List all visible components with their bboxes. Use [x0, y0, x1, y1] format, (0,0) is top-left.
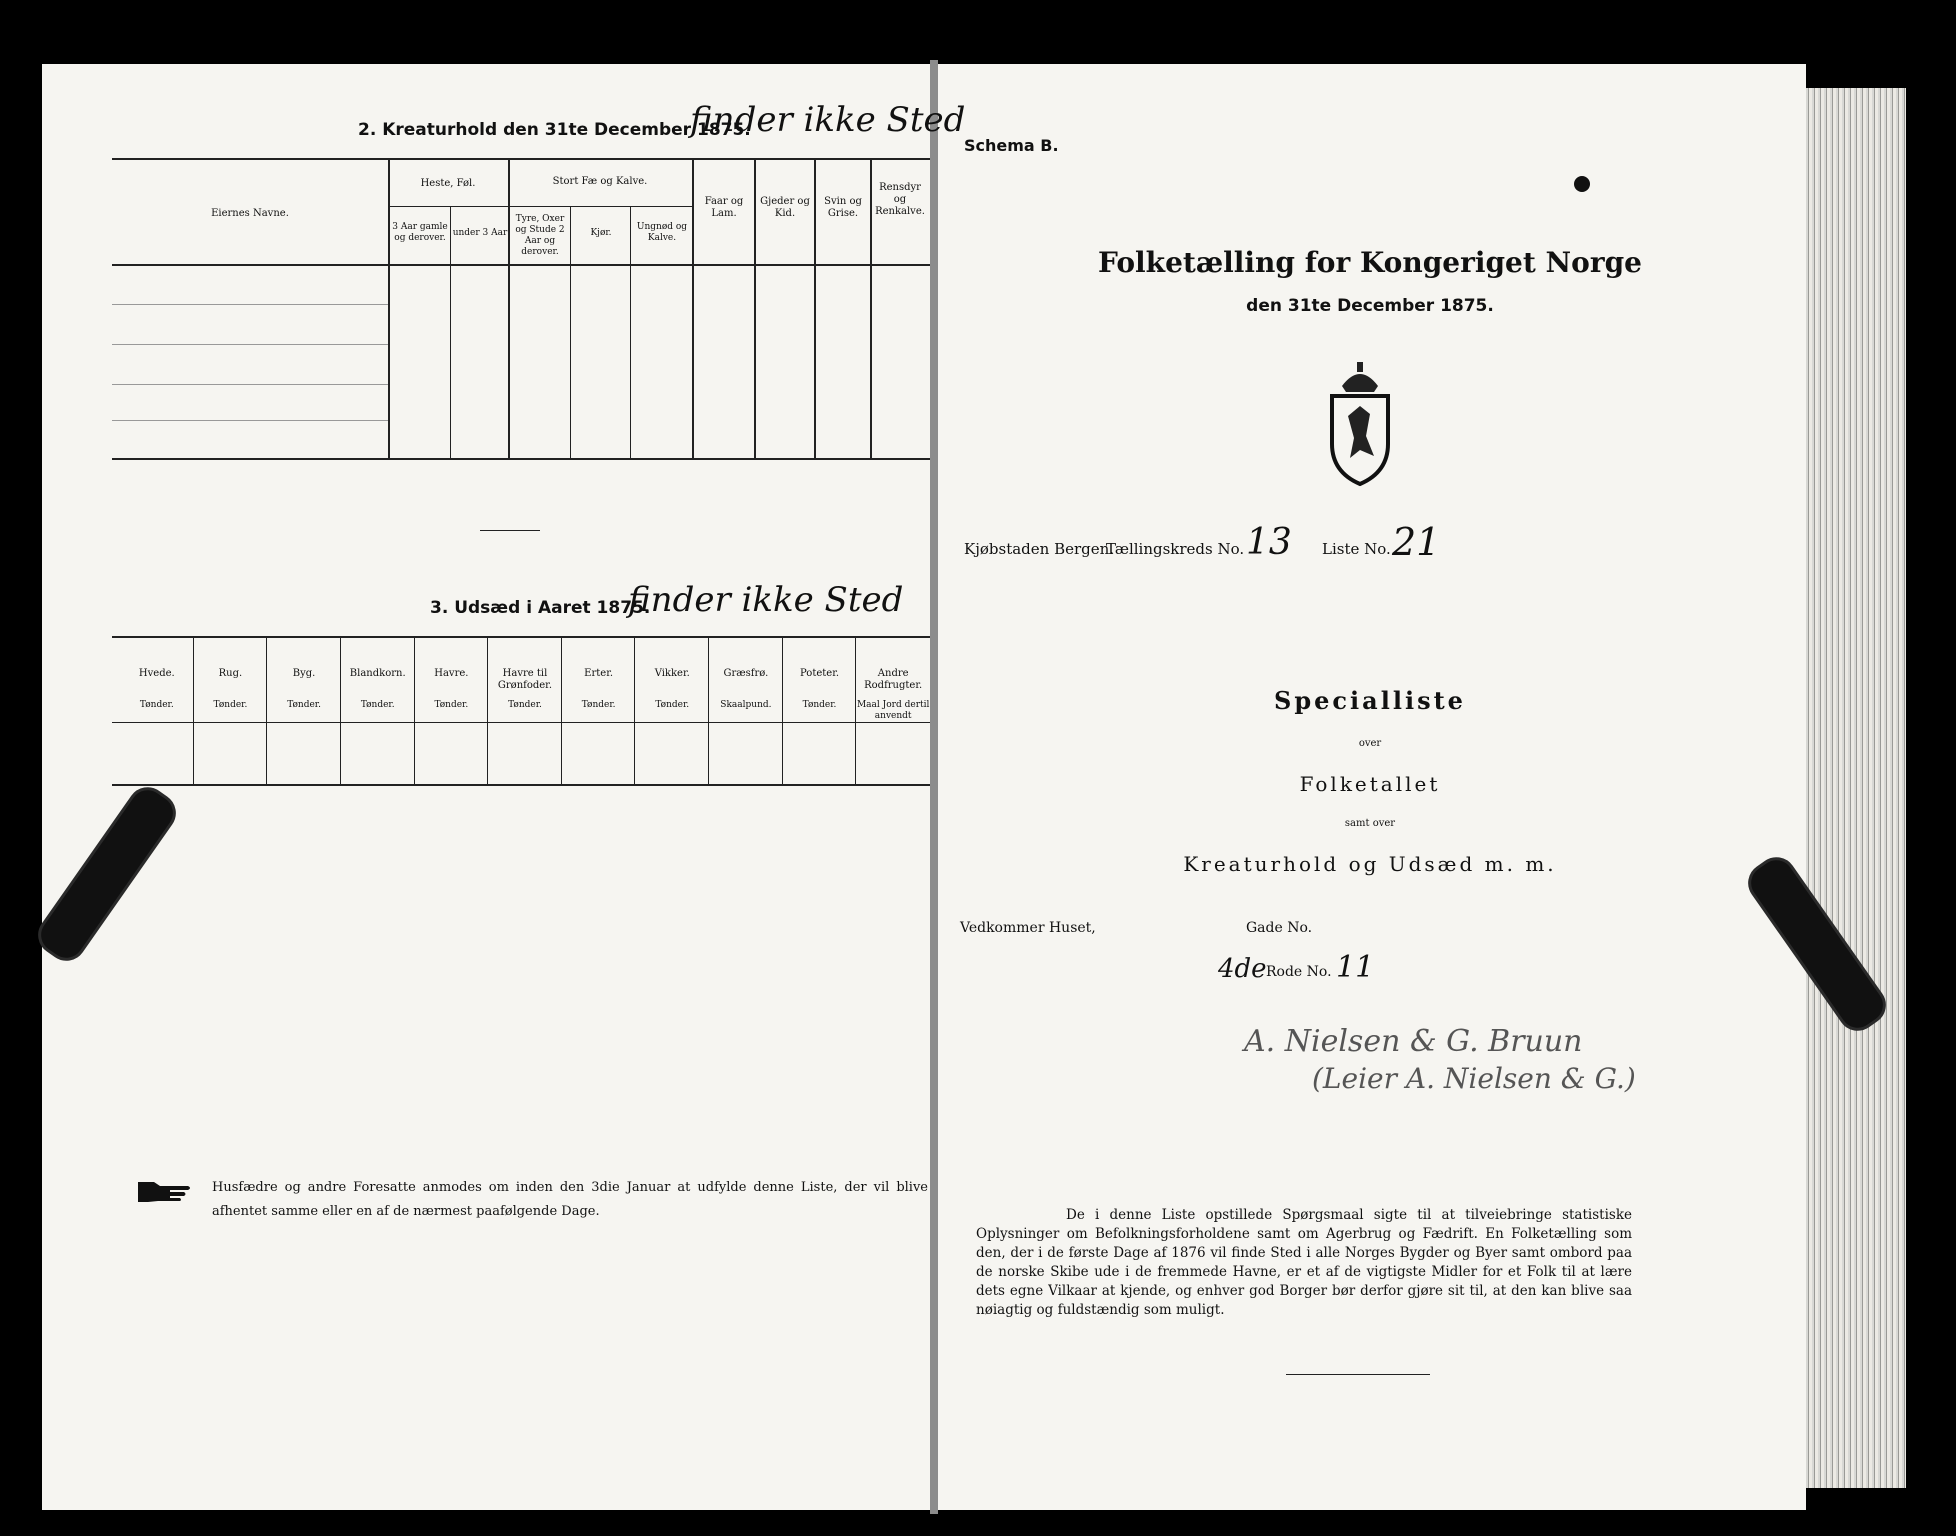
explanatory-paragraph: De i denne Liste opstillede Spørgsmaal sigte til at tilveiebringe statistiske Oplysninger om Befolkningsforholdene samt om Agerbrug og Fædrift. En Folketælling som den, der i de første Dage af 1876 vil finde Sted i alle Norges Bygder og Byer samt ombord paa de norske Skibe ude i de fremmede Havne, er et af de vigtigste Midler for et Folk til at lære dets egne Vilkaar at kjende, og enhver god Borger bør derfor gjøre sit til, at den kan blive saa nøiagtig og fuldstændig som muligt. — [976, 1207, 1632, 1318]
table2-vline — [508, 158, 510, 458]
table2-top-rule — [112, 158, 930, 160]
census-title: Folketælling for Kongeriget Norge — [1098, 246, 1642, 279]
table2-rowline — [112, 304, 388, 305]
gade-label: Gade No. — [1246, 920, 1313, 936]
rode-label: Rode No. — [1266, 964, 1332, 980]
table3-col-unit: Tønder. — [287, 700, 321, 710]
list-label: Liste No. — [1322, 540, 1391, 558]
special-list-heading: Specialliste — [1274, 686, 1466, 715]
section2-heading: 2. Kreaturhold den 31te December 1875. — [358, 120, 751, 140]
table3-col-unit: Tønder. — [802, 700, 837, 710]
col-horses-sub1: 3 Aar gamle og derover. — [392, 222, 448, 243]
table3-col-name: Rug. — [218, 668, 243, 679]
table3-col-unit: Tønder. — [360, 700, 395, 710]
col-horses: Heste, Føl. — [420, 178, 476, 189]
table3-header-rule — [112, 722, 930, 723]
table3-col-name: Græsfrø. — [723, 668, 769, 679]
schema-label: Schema B. — [964, 136, 1059, 155]
rode-number: 11 — [1336, 950, 1375, 985]
city-label: Kjøbstaden Bergen. — [964, 540, 1115, 558]
col-cattle-sub1: Tyre, Oxer og Stude 2 Aar og derover. — [515, 214, 565, 257]
table3-col-unit: Tønder. — [434, 700, 469, 710]
col-goats: Gjeder og Kid. — [760, 196, 810, 219]
list-number: 21 — [1392, 520, 1441, 564]
rode-handwritten: 4de — [1218, 954, 1267, 984]
table3-col-name: Erter. — [584, 668, 614, 679]
table3-col-name: Byg. — [292, 668, 316, 679]
page-stack-edges — [1806, 88, 1906, 1488]
district-number: 13 — [1246, 522, 1292, 563]
kreaturhold-heading: Kreaturhold og Udsæd m. m. — [1183, 852, 1557, 876]
section2-handwritten-note: finder ikke Sted — [690, 100, 966, 140]
signature-line-2: (Leier A. Nielsen & G.) — [1312, 1062, 1636, 1095]
col-cattle-sub2: Kjør. — [590, 228, 612, 238]
table2-rowline — [112, 344, 388, 345]
signature-line-1: A. Nielsen & G. Bruun — [1244, 1024, 1583, 1059]
table2-rowline — [112, 420, 388, 421]
district-label: Tællingskreds No. — [1106, 540, 1245, 558]
table2-vline — [570, 206, 571, 458]
col-sheep: Faar og Lam. — [704, 196, 744, 219]
col-pigs: Svin og Grise. — [824, 196, 862, 219]
col-horses-sub2: under 3 Aar — [452, 228, 508, 238]
folketallet-heading: Folketallet — [1299, 772, 1441, 796]
table2-vline — [388, 158, 390, 458]
table3-col-unit: Tønder. — [581, 700, 616, 710]
over-1: over — [1358, 738, 1382, 749]
col-cattle: Stort Fæ og Kalve. — [552, 176, 648, 187]
samt-over: samt over — [1344, 818, 1396, 829]
page-mark-icon — [1574, 176, 1590, 192]
table3-col-name: Andre Rodfrugter. — [864, 668, 923, 691]
table3-col-name: Poteter. — [799, 668, 840, 679]
table3-col-name: Hvede. — [138, 668, 175, 679]
table3-col-unit: Maal Jord dertil anvendt — [856, 700, 930, 721]
norway-coat-of-arms-icon — [1320, 360, 1400, 488]
table3-col-unit: Tønder. — [139, 700, 174, 710]
table3-bottom-rule — [112, 784, 930, 786]
table2-header-rule — [112, 264, 930, 266]
table2-subrule — [388, 206, 692, 207]
col-cattle-sub3: Ungnød og Kalve. — [636, 222, 688, 243]
pointing-hand-icon — [136, 1176, 194, 1204]
table3-col-name: Vikker. — [654, 668, 690, 679]
table2-vline — [450, 206, 451, 458]
table3-col-unit: Tønder. — [508, 700, 542, 710]
table2-vline — [630, 206, 631, 458]
table2-bottom-rule — [112, 458, 930, 460]
table3-col-unit: Tønder. — [213, 700, 248, 710]
table3-top-rule — [112, 636, 930, 638]
section3-handwritten-note: finder ikke Sted — [628, 580, 904, 620]
table3-col-name: Blandkorn. — [349, 668, 406, 679]
house-label: Vedkommer Huset, — [960, 920, 1096, 936]
col-reindeer: Rensdyr og Renkalve. — [875, 182, 925, 217]
table3-col-unit: Skaalpund. — [720, 700, 772, 710]
section3-heading: 3. Udsæd i Aaret 1875. — [430, 598, 651, 618]
table3-col-unit: Tønder. — [655, 700, 690, 710]
left-page — [42, 64, 934, 1510]
section-divider — [480, 530, 540, 531]
table3-col-name: Havre. — [434, 668, 469, 679]
col-owner: Eiernes Navne. — [211, 208, 289, 219]
table3-col-name: Havre til Grønfoder. — [497, 668, 553, 691]
census-date: den 31te December 1875. — [1246, 296, 1494, 316]
notice-text: Husfædre og andre Foresatte anmodes om inden den 3die Januar at udfylde denne Liste, der vil blive afhentet samme eller en af de nærmest paafølgende Dage. — [212, 1180, 928, 1219]
closing-rule — [1286, 1374, 1430, 1375]
table2-rowline — [112, 384, 388, 385]
